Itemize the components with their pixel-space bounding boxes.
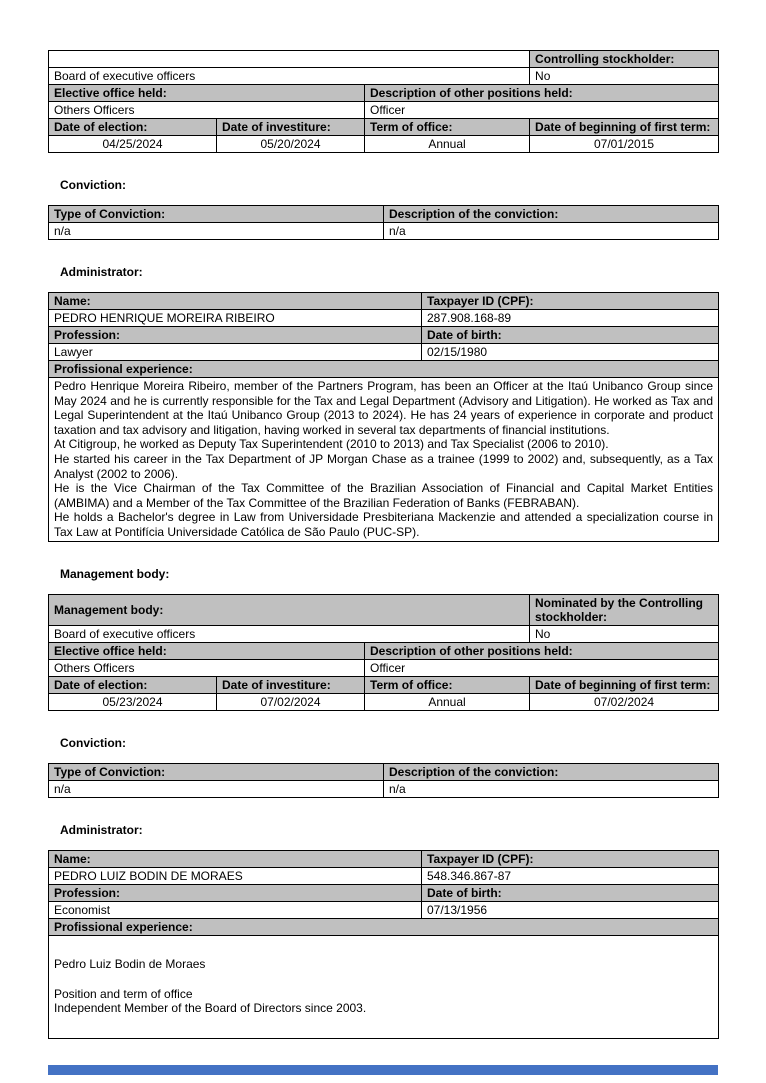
- date-election-header: Date of election:: [49, 676, 217, 693]
- other-positions-value: Officer: [365, 659, 719, 676]
- experience-paragraph: He holds a Bachelor's degree in Law from Universidade Presbiteriana Mackenzie and attended a specialization course in Tax Law at Pontifícia Universidade Católica de São Paulo (PUC-SP).: [54, 510, 713, 539]
- experience-paragraph: Independent Member of the Board of Directors since 2003.: [54, 1001, 367, 1016]
- table-row: [49, 68, 719, 85]
- birth-header: Date of birth:: [422, 884, 719, 901]
- table-row: [49, 378, 719, 542]
- table-row: [49, 223, 719, 240]
- date-election-value: 04/25/2024: [49, 136, 217, 153]
- term-office-value: Annual: [365, 693, 530, 710]
- name-header: Name:: [49, 850, 422, 867]
- conviction-description-header: Description of the conviction:: [384, 763, 719, 780]
- table-row: [49, 918, 719, 935]
- table-row: [49, 119, 719, 136]
- date-election-value: 05/23/2024: [49, 693, 217, 710]
- section-label-management-body: Management body:: [60, 566, 170, 581]
- conviction-description-value: n/a: [384, 223, 719, 240]
- table-row: [49, 310, 719, 327]
- table-row: [49, 935, 719, 1038]
- management-body-value: Board of executive officers: [49, 625, 530, 642]
- table-row: [49, 85, 719, 102]
- section-label-administrator-2: Administrator:: [60, 822, 143, 837]
- elective-office-value: Others Officers: [49, 102, 365, 119]
- experience-text: [49, 935, 719, 1038]
- management-body-header: Management body:: [49, 594, 530, 625]
- next-section-header-bar: [48, 1065, 718, 1075]
- other-positions-header: Description of other positions held:: [365, 642, 719, 659]
- elective-office-header: Elective office held:: [49, 642, 365, 659]
- table-row: [49, 327, 719, 344]
- table-row: [49, 594, 719, 625]
- birth-value: 07/13/1956: [422, 901, 719, 918]
- cpf-header: Taxpayer ID (CPF):: [422, 850, 719, 867]
- conviction-description-header: Description of the conviction:: [384, 206, 719, 223]
- controlling-stockholder-value: No: [530, 68, 719, 85]
- term-office-header: Term of office:: [365, 676, 530, 693]
- section-label-conviction-1: Conviction:: [60, 178, 126, 192]
- elective-office-header: Elective office held:: [49, 85, 365, 102]
- name-value: PEDRO HENRIQUE MOREIRA RIBEIRO: [49, 310, 422, 327]
- first-term-value: 07/02/2024: [530, 693, 719, 710]
- term-office-value: Annual: [365, 136, 530, 153]
- conviction-type-value: n/a: [49, 223, 384, 240]
- experience-paragraph: He started his career in the Tax Department of JP Morgan Chase as a trainee (1999 to 2002) and, subsequently, as a Tax Analyst (2002 to 2006).: [54, 451, 713, 481]
- table-row: [49, 780, 719, 797]
- section-label-conviction-2: Conviction:: [60, 735, 126, 750]
- table-row: [49, 676, 719, 693]
- table-row: [49, 884, 719, 901]
- administrator-table-1: [48, 292, 719, 542]
- birth-header: Date of birth:: [422, 327, 719, 344]
- experience-paragraph: [54, 972, 713, 987]
- nominated-value: No: [530, 625, 719, 642]
- date-investiture-value: 05/20/2024: [217, 136, 365, 153]
- date-investiture-header: Date of investiture:: [217, 119, 365, 136]
- cpf-header: Taxpayer ID (CPF):: [422, 293, 719, 310]
- conviction-description-value: n/a: [384, 780, 719, 797]
- cpf-value: 287.908.168-89: [422, 310, 719, 327]
- table-row: [49, 344, 719, 361]
- nominated-header: Nominated by the Controlling stockholder:: [530, 594, 719, 625]
- other-positions-header: Description of other positions held:: [365, 85, 719, 102]
- elective-office-value: Others Officers: [49, 659, 365, 676]
- table-row: [49, 850, 719, 867]
- office-term-table-1: [48, 50, 719, 153]
- conviction-table-2: [48, 763, 719, 798]
- date-election-header: Date of election:: [49, 119, 217, 136]
- conviction-table-1: [48, 205, 719, 240]
- controlling-stockholder-header: Controlling stockholder:: [530, 51, 719, 68]
- profession-value: Economist: [49, 901, 422, 918]
- section-label-administrator-1: Administrator:: [60, 265, 143, 279]
- office-term-table-2: [48, 594, 719, 711]
- administrator-table-2: [48, 850, 719, 1039]
- conviction-type-header: Type of Conviction:: [49, 763, 384, 780]
- term-office-header: Term of office:: [365, 119, 530, 136]
- conviction-type-value: n/a: [49, 780, 384, 797]
- table-row: [49, 693, 719, 710]
- first-term-header: Date of beginning of first term:: [530, 676, 719, 693]
- conviction-type-header: Type of Conviction:: [49, 206, 384, 223]
- experience-paragraph: Pedro Henrique Moreira Ribeiro, member of the Partners Program, has been an Officer at the Itaú Unibanco Group since May 2024 and he is currently responsible for the Tax and Legal Department (Advisory and Litigation). He worked as Tax and Legal Superintendent at the Itaú Unibanco Group (2013 to 2024). He has 24 years of experience in corporate and product taxation and tax advisory and litigation, having worked in several tax departments of financial institutions.: [54, 379, 713, 437]
- table-row: [49, 763, 719, 780]
- table-row: [49, 901, 719, 918]
- table-row: [49, 136, 719, 153]
- experience-paragraph: Position and term of office: [54, 986, 193, 1001]
- table-row: [49, 293, 719, 310]
- table-row: [49, 642, 719, 659]
- first-term-header: Date of beginning of first term:: [530, 119, 719, 136]
- profession-header: Profession:: [49, 327, 422, 344]
- experience-header: Profissional experience:: [49, 361, 719, 378]
- table-row: [49, 659, 719, 676]
- name-header: Name:: [49, 293, 422, 310]
- empty-cell: [49, 51, 530, 68]
- profession-value: Lawyer: [49, 344, 422, 361]
- experience-header: Profissional experience:: [49, 918, 719, 935]
- management-body-value: Board of executive officers: [49, 68, 530, 85]
- experience-text: [49, 378, 719, 542]
- table-row: [49, 206, 719, 223]
- other-positions-value: Officer: [365, 102, 719, 119]
- profession-header: Profession:: [49, 884, 422, 901]
- experience-paragraph: Pedro Luiz Bodin de Moraes: [54, 957, 206, 972]
- table-row: [49, 625, 719, 642]
- date-investiture-header: Date of investiture:: [217, 676, 365, 693]
- experience-paragraph: At Citigroup, he worked as Deputy Tax Superintendent (2010 to 2013) and Tax Specialist (2006 to 2010).: [54, 437, 609, 452]
- first-term-value: 07/01/2015: [530, 136, 719, 153]
- experience-paragraph: He is the Vice Chairman of the Tax Committee of the Brazilian Association of Financial and Capital Market Entities (AMBIMA) and a Member of the Tax Committee of the Brazilian Federation of Banks (FEBRABAN).: [54, 481, 713, 510]
- date-investiture-value: 07/02/2024: [217, 693, 365, 710]
- table-row: [49, 867, 719, 884]
- cpf-value: 548.346.867-87: [422, 867, 719, 884]
- table-row: [49, 102, 719, 119]
- name-value: PEDRO LUIZ BODIN DE MORAES: [49, 867, 422, 884]
- table-row: [49, 51, 719, 68]
- birth-value: 02/15/1980: [422, 344, 719, 361]
- table-row: [49, 361, 719, 378]
